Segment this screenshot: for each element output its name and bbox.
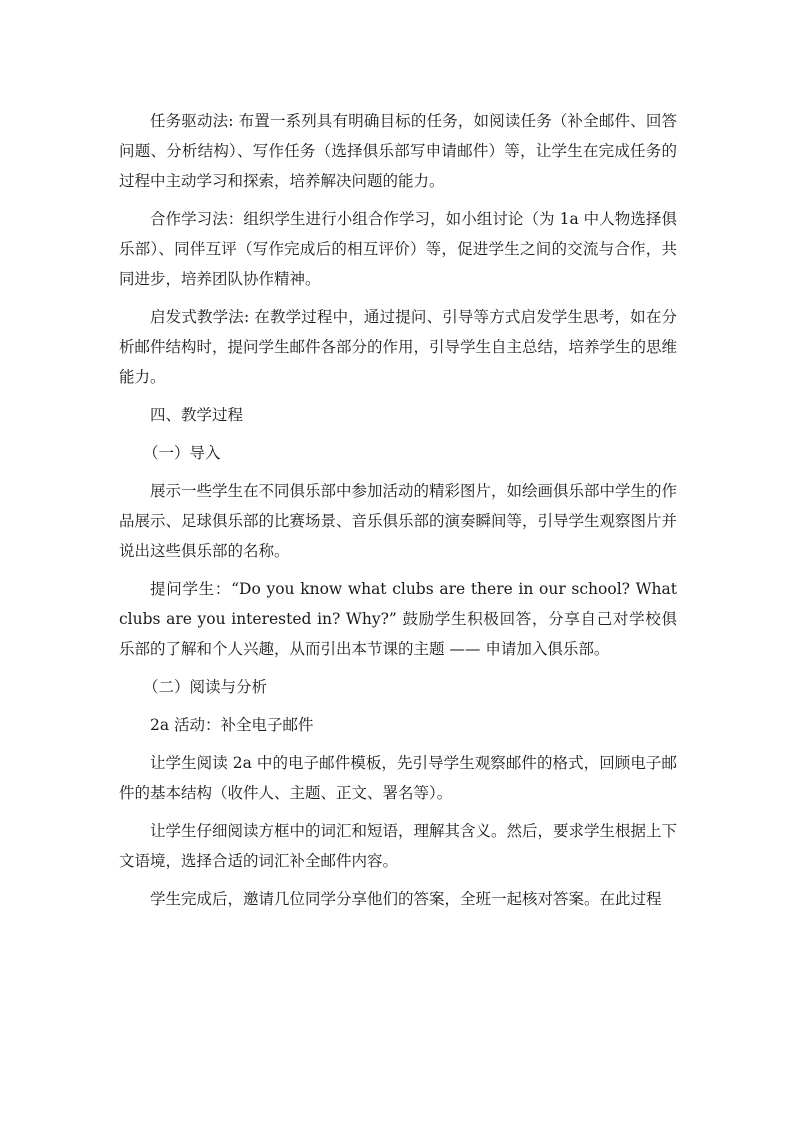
paragraph-show-pictures: 展示一些学生在不同俱乐部中参加活动的精彩图片，如绘画俱乐部中学生的作品展示、足球俱乐部的比赛场景、音乐俱乐部的演奏瞬间等，引导学生观察图片并说出这些俱乐部的名称。: [119, 482, 678, 560]
paragraph-activity-2a: 2a 活动：补全电子邮件: [150, 716, 314, 734]
paragraph-share-answers: 学生完成后，邀请几位同学分享他们的答案，全班一起核对答案。在此过程: [150, 890, 662, 908]
document-body: [119, 106, 677, 922]
paragraph-heuristic-teaching: 启发式教学法: 在教学过程中，通过提问、引导等方式启发学生思考，如在分析邮件结构时，提问学生邮件各部分的作用，引导学生自主总结，培养学生的思维能力。: [119, 308, 678, 386]
section-heading-teaching-process: 四、教学过程: [150, 406, 244, 424]
paragraph-read-email-template: 让学生阅读 2a 中的电子邮件模板，先引导学生观察邮件的格式，回顾电子邮件的基本结构（收件人、主题、正文、署名等）。: [119, 754, 677, 802]
subheading-reading-analysis: （二）阅读与分析: [143, 678, 268, 696]
paragraph-read-vocabulary: 让学生仔细阅读方框中的词汇和短语，理解其含义。然后，要求学生根据上下文语境，选择合适的词汇补全邮件内容。: [119, 822, 678, 870]
paragraph-cooperative-learning: 合作学习法：组织学生进行小组合作学习，如小组讨论（为 1a 中人物选择俱乐部）、同伴互评（写作完成后的相互评价）等，促进学生之间的交流与合作，共同进步，培养团队协作精神。: [119, 210, 677, 288]
paragraph-ask-students: 提问学生：“Do you know what clubs are there in our school? What clubs are you interested in? Why?” 鼓励学生积极回答，分享自己对学校俱乐部的了解和个人兴趣，从而引出本节课的主题 —— 申请加入俱乐部。: [119, 580, 677, 658]
subheading-introduction: （一）导入: [143, 444, 221, 462]
paragraph-task-driven-method: 任务驱动法: 布置一系列具有明确目标的任务，如阅读任务（补全邮件、回答问题、分析结构）、写作任务（选择俱乐部写申请邮件）等，让学生在完成任务的过程中主动学习和探索，培养解决问题的能力。: [119, 112, 677, 190]
